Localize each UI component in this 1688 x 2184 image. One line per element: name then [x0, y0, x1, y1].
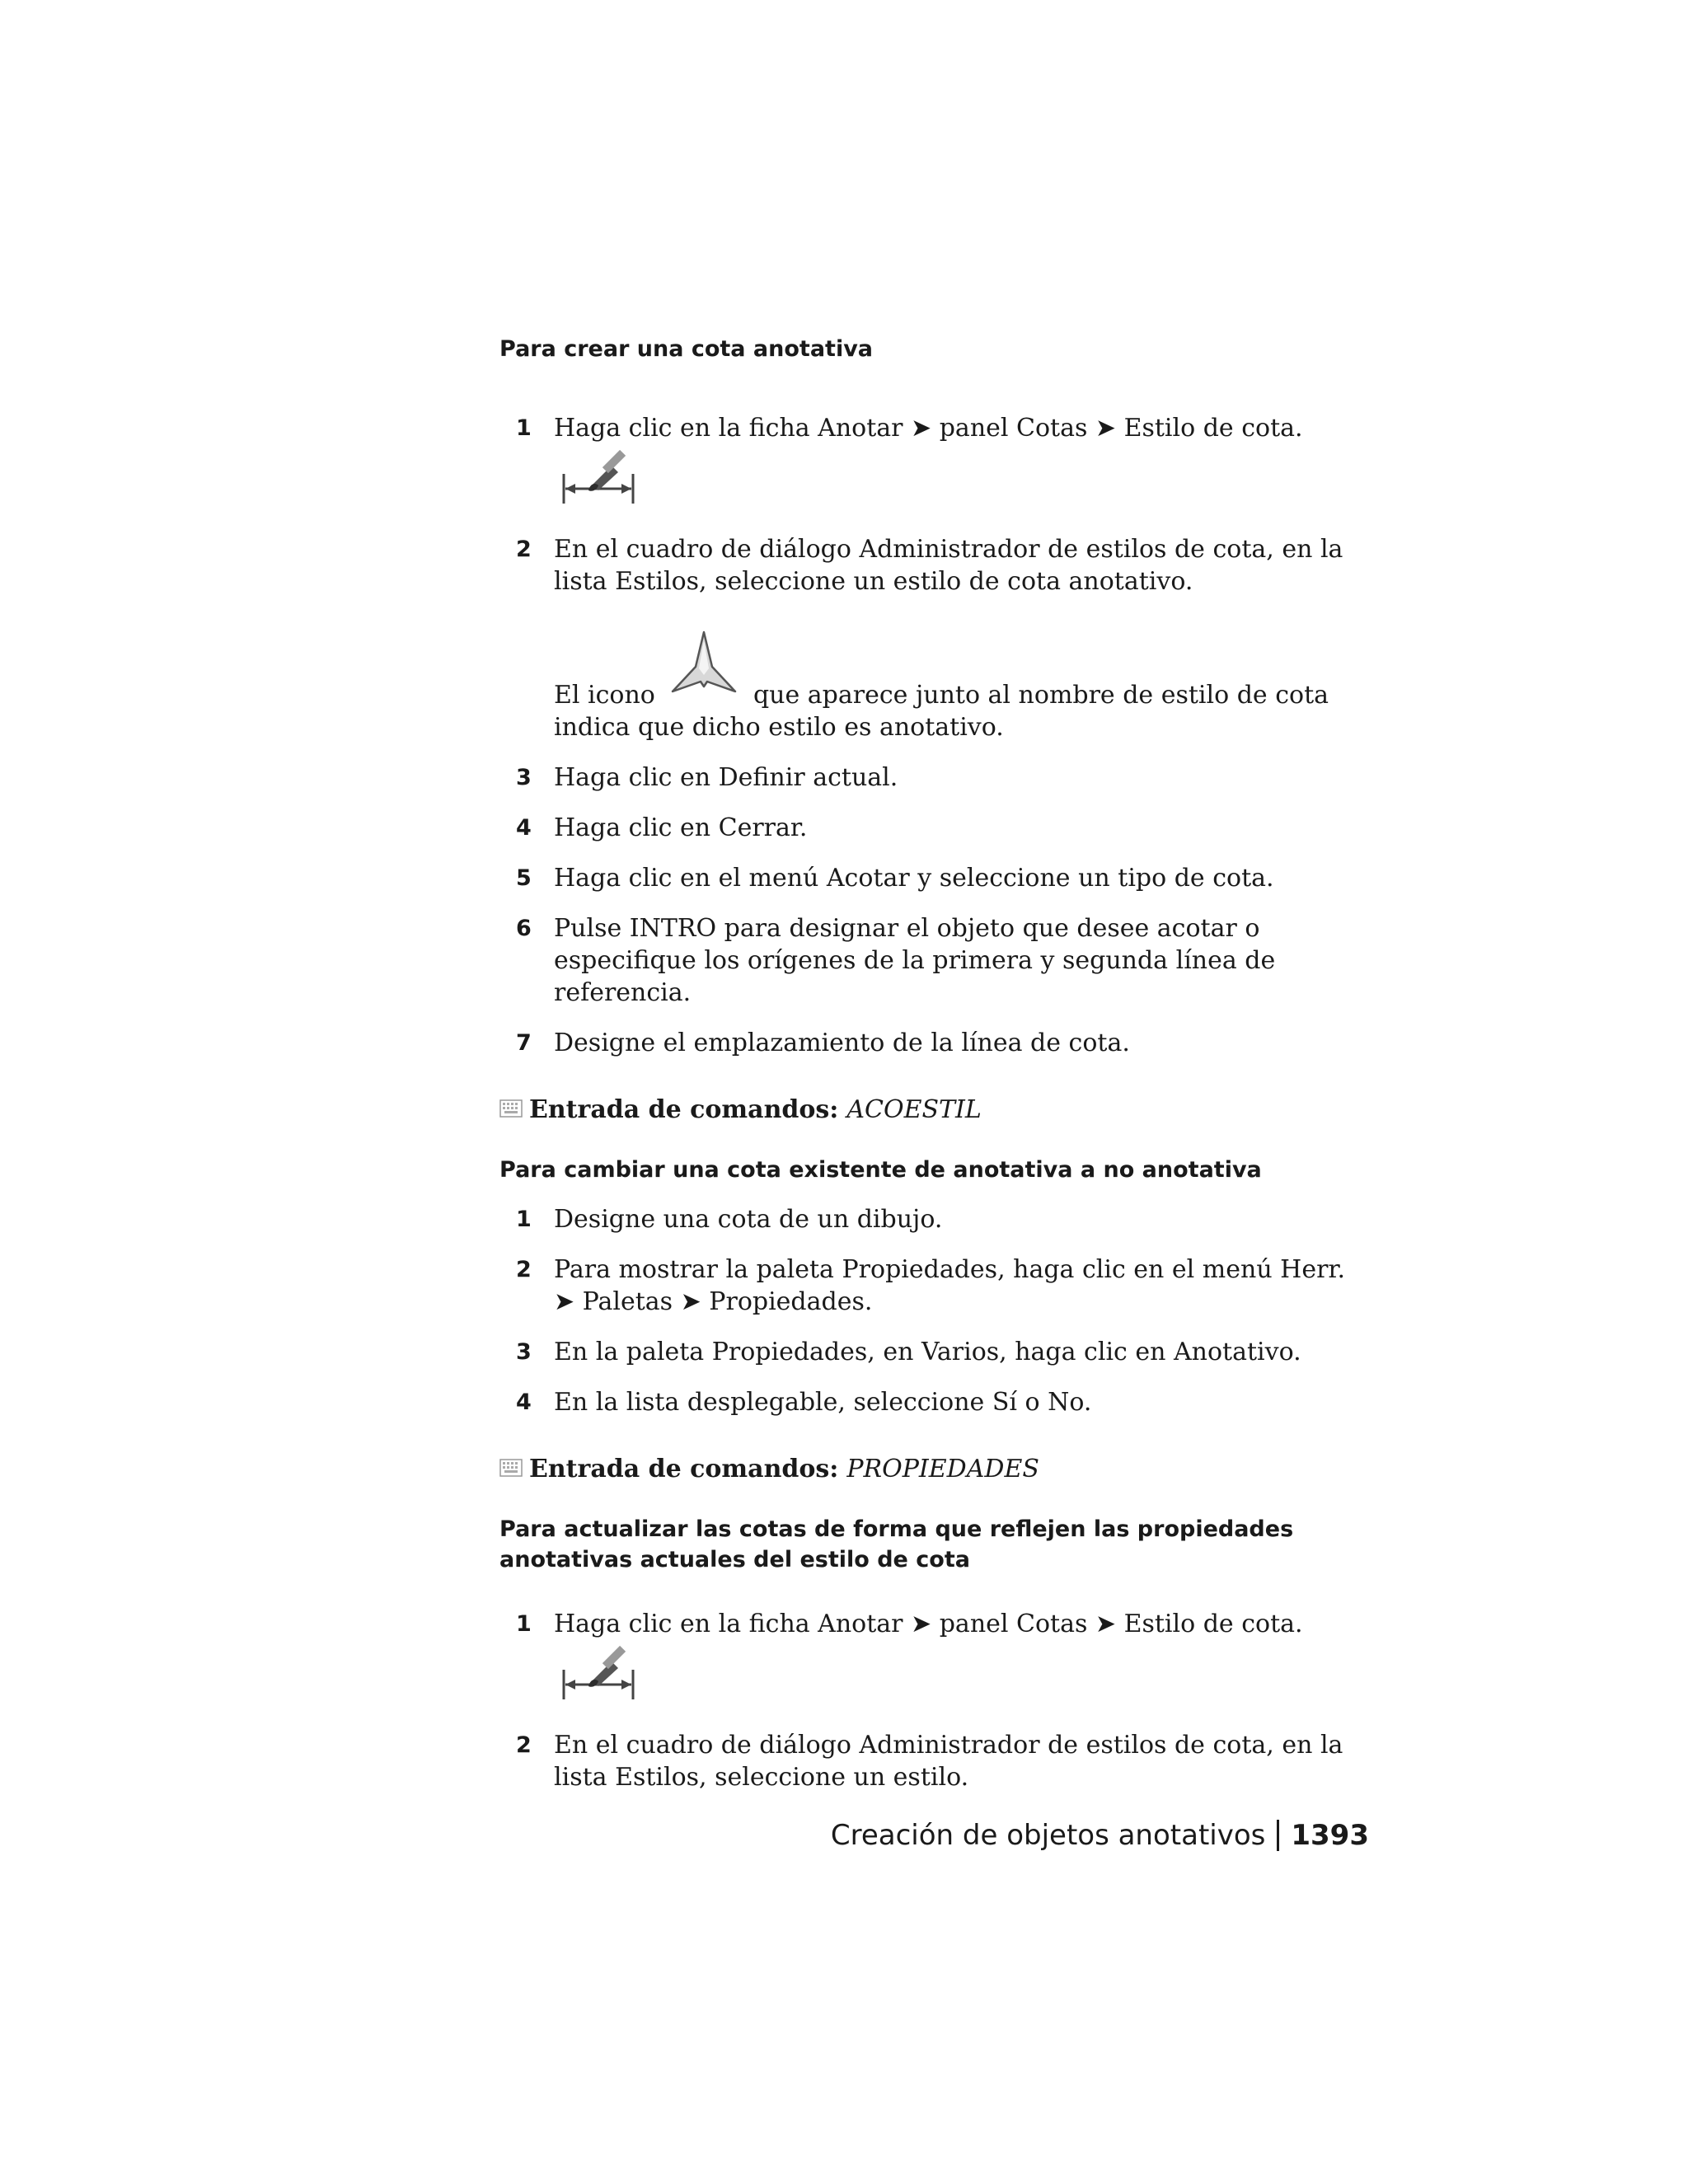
command-entry: [499, 1094, 1373, 1127]
footer-separator: [1277, 1820, 1279, 1851]
page-footer: [831, 1817, 1369, 1854]
step-text: Haga clic en Definir actual.: [554, 763, 898, 792]
step-number: 4: [516, 815, 532, 841]
step-item: [499, 1203, 1373, 1235]
step-number: 4: [516, 1390, 532, 1415]
step-number: 2: [516, 537, 532, 562]
command-label: Entrada de comandos:: [529, 1455, 839, 1483]
annotative-note: [554, 629, 1373, 743]
step-text: Designe una cota de un dibujo.: [554, 1205, 943, 1234]
step-number: 1: [516, 1611, 532, 1637]
steps-update: [499, 1608, 1373, 1793]
command-value: PROPIEDADES: [846, 1455, 1039, 1483]
step-text: Para mostrar la paleta Propiedades, haga clic en el menú Herr. ➤ Paletas ➤ Propiedades.: [554, 1255, 1346, 1316]
note-text-after: que aparece junto al nombre de estilo de cota indica que dicho estilo es anotativo.: [554, 681, 1329, 742]
keyboard-icon: [499, 1453, 523, 1486]
step-number: 2: [516, 1257, 532, 1282]
annotative-icon: [669, 629, 738, 711]
step-text: Haga clic en la ficha Anotar ➤ panel Cotas ➤ Estilo de cota.: [554, 1610, 1303, 1638]
step-item: [499, 1027, 1373, 1059]
steps-change: [499, 1203, 1373, 1418]
dimension-style-icon: [559, 444, 638, 515]
step-item: [499, 862, 1373, 894]
section-heading-change: Para cambiar una cota existente de anotativa a no anotativa: [499, 1157, 1262, 1183]
steps-create: [499, 412, 1373, 1059]
command-value: ACOESTIL: [846, 1095, 982, 1124]
page-content: [499, 334, 1373, 1811]
step-text: Haga clic en la ficha Anotar ➤ panel Cotas ➤ Estilo de cota.: [554, 414, 1303, 443]
step-number: 7: [516, 1030, 532, 1056]
command-entry: [499, 1453, 1373, 1486]
command-label: Entrada de comandos:: [529, 1095, 839, 1124]
step-item: [499, 533, 1373, 743]
step-number: 1: [516, 415, 532, 441]
section-heading-create: Para crear una cota anotativa: [499, 336, 874, 362]
step-text: En la paleta Propiedades, en Varios, haga clic en Anotativo.: [554, 1338, 1301, 1366]
dimension-style-icon: [559, 1640, 638, 1711]
keyboard-icon: [499, 1094, 523, 1127]
step-text: Designe el emplazamiento de la línea de cota.: [554, 1029, 1130, 1057]
step-item: [499, 1729, 1373, 1793]
step-text: En el cuadro de diálogo Administrador de estilos de cota, en la lista Estilos, seleccione un estilo.: [554, 1731, 1343, 1792]
step-text: En la lista desplegable, seleccione Sí o No.: [554, 1388, 1092, 1417]
page-number: 1393: [1291, 1819, 1369, 1852]
step-item: [499, 1336, 1373, 1368]
step-number: 6: [516, 916, 532, 941]
section-heading-update: Para actualizar las cotas de forma que reflejen las propiedades anotativas actuales del estilo de cota: [499, 1516, 1294, 1572]
step-number: 1: [516, 1207, 532, 1232]
step-item: [499, 412, 1373, 515]
step-number: 5: [516, 865, 532, 891]
step-item: [499, 812, 1373, 844]
step-item: [499, 1386, 1373, 1418]
step-number: 2: [516, 1732, 532, 1758]
step-item: [499, 912, 1373, 1009]
step-text: Pulse INTRO para designar el objeto que desee acotar o especifique los orígenes de la primera y segunda línea de referencia.: [554, 914, 1276, 1007]
step-item: [499, 1608, 1373, 1711]
step-text: En el cuadro de diálogo Administrador de estilos de cota, en la lista Estilos, seleccione un estilo de cota anotativo.: [554, 535, 1343, 596]
step-number: 3: [516, 765, 532, 790]
step-text: Haga clic en Cerrar.: [554, 813, 808, 842]
step-text: Haga clic en el menú Acotar y seleccione un tipo de cota.: [554, 864, 1274, 893]
step-number: 3: [516, 1339, 532, 1365]
step-item: [499, 1254, 1373, 1318]
chapter-title: Creación de objetos anotativos: [830, 1819, 1266, 1852]
step-item: [499, 762, 1373, 794]
note-text-before: El icono: [554, 681, 655, 710]
